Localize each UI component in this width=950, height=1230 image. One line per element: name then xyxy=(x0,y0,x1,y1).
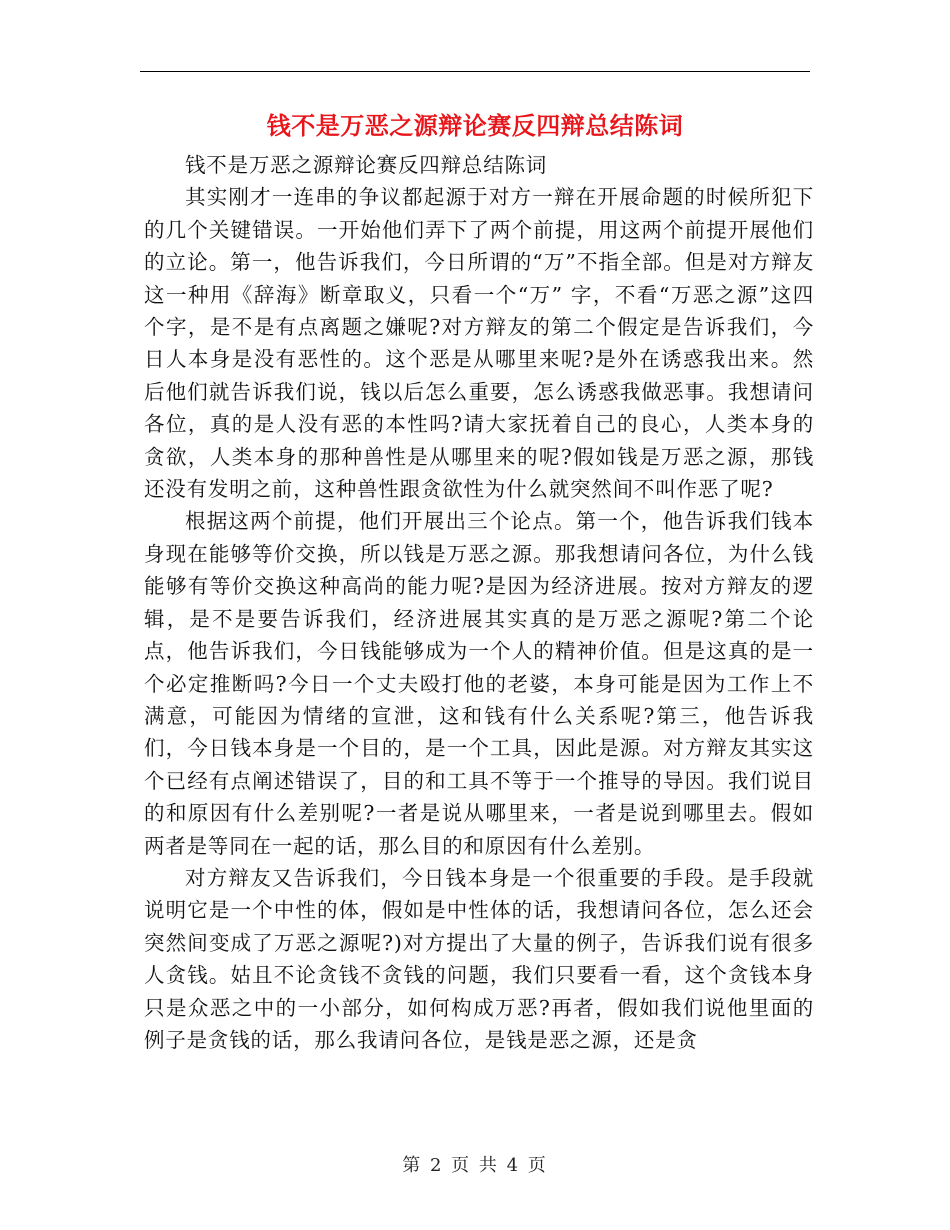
header-rule xyxy=(140,71,810,72)
paragraph: 其实刚才一连串的争议都起源于对方一辩在开展命题的时候所犯下的几个关键错误。一开始他们弄下了两个前提，用这两个前提开展他们的立论。第一，他告诉我们，今日所谓的“万”不指全部。但是对方辩友这一种用《辞海》断章取义，只看一个“万” 字，不看“万恶之源”这四个字，是不是有点离题之嫌呢?对方辩友的第二个假定是告诉我们，今日人本身是没有恶性的。这个恶是从哪里来呢?是外在诱惑我出来。然后他们就告诉我们说，钱以后怎么重要，怎么诱惑我做恶事。我想请问各位，真的是人没有恶的本性吗?请大家抚着自己的良心，人类本身的贪欲，人类本身的那种兽性是从哪里来的呢?假如钱是万恶之源，那钱还没有发明之前，这种兽性跟贪欲性为什么就突然间不叫作恶了呢? xyxy=(144,185,814,502)
page-footer: 第 2 页 共 4 页 xyxy=(402,1155,548,1176)
document-body xyxy=(144,149,814,1056)
paragraph: 根据这两个前提，他们开展出三个论点。第一个，他告诉我们钱本身现在能够等价交换，所以钱是万恶之源。那我想请问各位，为什么钱能够有等价交换这种高尚的能力呢?是因为经济进展。按对方辩友的逻辑，是不是要告诉我们，经济进展其实真的是万恶之源呢?第二个论点，他告诉我们，今日钱能够成为一个人的精神价值。但是这真的是一个必定推断吗?今日一个丈夫殴打他的老婆，本身可能是因为工作上不满意，可能因为情绪的宣泄，这和钱有什么关系呢?第三，他告诉我们，今日钱本身是一个目的，是一个工具，因此是源。对方辩友其实这个已经有点阐述错误了，目的和工具不等于一个推导的导因。我们说目的和原因有什么差别呢?一者是说从哪里来，一者是说到哪里去。假如两者是等同在一起的话，那么目的和原因有什么差别。 xyxy=(144,509,814,858)
paragraph: 钱不是万恶之源辩论赛反四辩总结陈词 xyxy=(185,153,548,177)
document-title: 钱不是万恶之源辩论赛反四辩总结陈词 xyxy=(266,112,684,140)
paragraph: 对方辩友又告诉我们，今日钱本身是一个很重要的手段。是手段就说明它是一个中性的体，假如是中性体的话，我想请问各位，怎么还会突然间变成了万恶之源呢?)对方提出了大量的例子，告诉我们说有很多人贪钱。姑且不论贪钱不贪钱的问题，我们只要看一看，这个贪钱本身只是众恶之中的一小部分，如何构成万恶?再者，假如我们说他里面的例子是贪钱的话，那么我请问各位，是钱是恶之源，还是贪 xyxy=(144,865,814,1052)
